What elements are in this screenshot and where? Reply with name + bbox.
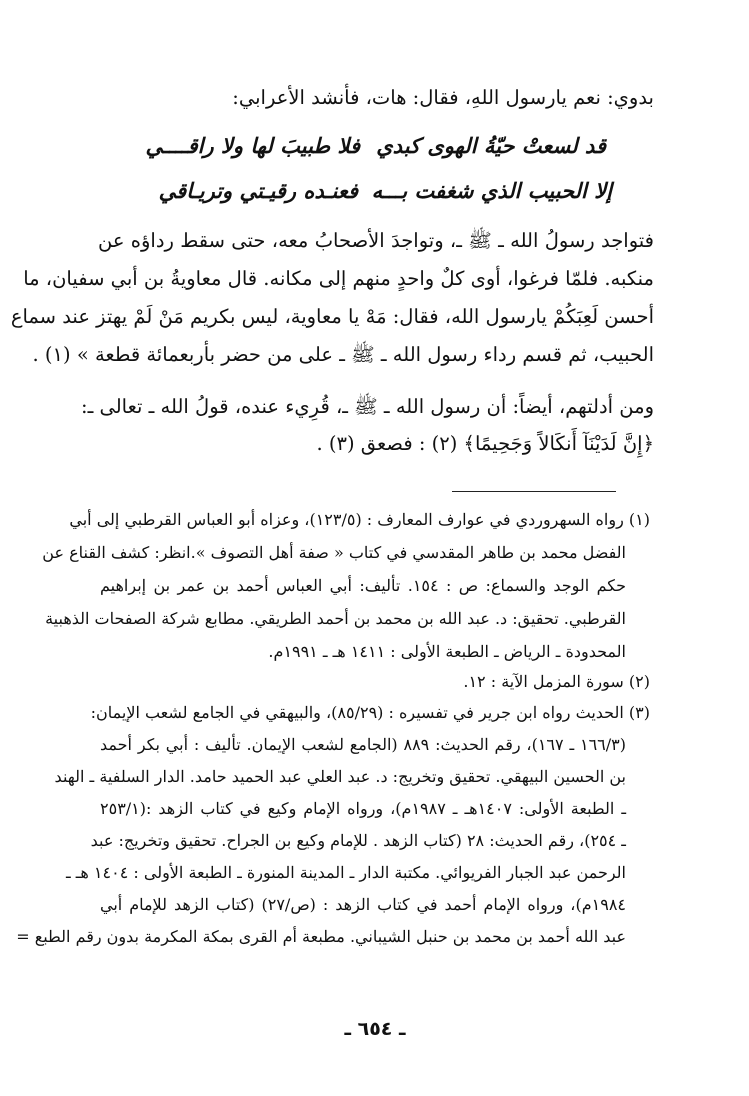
footnote-line: عبد الله أحمد بن محمد بن حنبل الشيباني. مطبعة أم القرى بمكة المكرمة بدون رقم الطبع = (16, 927, 626, 946)
paragraph-line: ومن أدلتهم، أيضاً: أن رسول الله ـ ﷺ ـ، قُرِيء عنده، قولُ الله ـ تعالى ـ: (81, 395, 654, 418)
footnote-line: (٣) الحديث رواه ابن جرير في تفسيره : (٨٥/٢٩)، والبيهقي في الجامع لشعب الإيمان: (90, 703, 650, 722)
footnote-line: المحدودة ـ الرياض ـ الطبعة الأولى : ١٤١١ هـ ـ ١٩٩١م. (268, 642, 626, 661)
footnote-line: حكم الوجد والسماع: ص : ١٥٤. تأليف: أبي العباس أحمد بن عمر بن إبراهيم (100, 576, 627, 595)
verse-2-first-hemistich: إلا الحبيب الذي شغفت بـــه (371, 178, 612, 203)
footnote-line: بن الحسين البيهقي. تحقيق وتخريج: د. عبد العلي عبد الحميد حامد. الدار السلفية ـ الهند (54, 767, 626, 786)
footnote-line: ـ الطبعة الأولى: ١٤٠٧هـ ـ ١٩٨٧م)، ورواه الإمام وكيع في كتاب الزهد :(٢٥٣/١ (100, 799, 627, 818)
verse-1-second-hemistich: فلا طبيبَ لها ولا راقــــي (145, 133, 360, 158)
verse-1-first-hemistich: قد لسعتْ حيّةُ الهوى كبدي (376, 133, 606, 158)
quran-quote-line: ﴿إِنَّ لَدَيْنَآ أَنكَالاً وَجَحِيمًا﴾ (٢) : فصعق (٣) . (316, 432, 654, 455)
footnote-line: (٢) سورة المزمل الآية : ١٢. (463, 672, 650, 691)
footnote-line: (١) رواه السهروردي في عوارف المعارف : (١٢٣/٥)، وعزاه أبو العباس القرطبي إلى أبي (69, 510, 650, 529)
intro-line: بدوي: نعم يارسول اللهِ، فقال: هات، فأنشد الأعرابي: (232, 86, 654, 109)
footnote-line: الرحمن عبد الجبار الفريوائي. مكتبة الدار ـ المدينة المنورة ـ الطبعة الأولى : ١٤٠٤ هـ ـ (65, 863, 626, 882)
paragraph-line: فتواجد رسولُ الله ـ ﷺ ـ، وتواجدَ الأصحابُ معه، حتى سقط رداؤه عن (98, 229, 654, 252)
verse-2-second-hemistich: فعنـده رقيـتي وتريـاقي (158, 178, 358, 203)
footnote-line: (١٦٦/٣ ـ ١٦٧)، رقم الحديث: ٨٨٩ (الجامع لشعب الإيمان. تأليف : أبي بكر أحمد (100, 735, 626, 754)
footnote-separator (452, 491, 616, 492)
page-number: ـ ٦٥٤ ـ (344, 1018, 406, 1040)
footnote-line: ـ ٢٥٤)، رقم الحديث: ٢٨ (كتاب الزهد . للإمام وكيع بن الجراح. تحقيق وتخريج: عبد (90, 831, 626, 850)
footnote-line: الفضل محمد بن طاهر المقدسي في كتاب « صفة أهل التصوف ».انظر: كشف القناع عن (42, 543, 626, 562)
paragraph-line: الحبيب، ثم قسم رداء رسول الله ـ ﷺ ـ على من حضر بأربعمائة قطعة » (١) . (32, 343, 654, 366)
footnote-line: القرطبي. تحقيق: د. عبد الله بن محمد بن أحمد الطريقي. مطابع شركة الصفحات الذهبية (45, 609, 626, 628)
paragraph-line: أحسن لَعِبَكُمْ يارسول الله، فقال: مَهْ يا معاوية، ليس بكريم مَنْ لَمْ يهتز عند سماع (10, 305, 654, 328)
paragraph-line: منكبه. فلمّا فرغوا، أوى كلٌ واحدٍ منهم إلى مكانه. قال معاويةُ بن أبي سفيان، ما (23, 267, 654, 290)
footnote-line: ١٩٨٤م)، ورواه الإمام أحمد في كتاب الزهد : (ص/٢٧) (كتاب الزهد للإمام أبي (100, 895, 626, 914)
